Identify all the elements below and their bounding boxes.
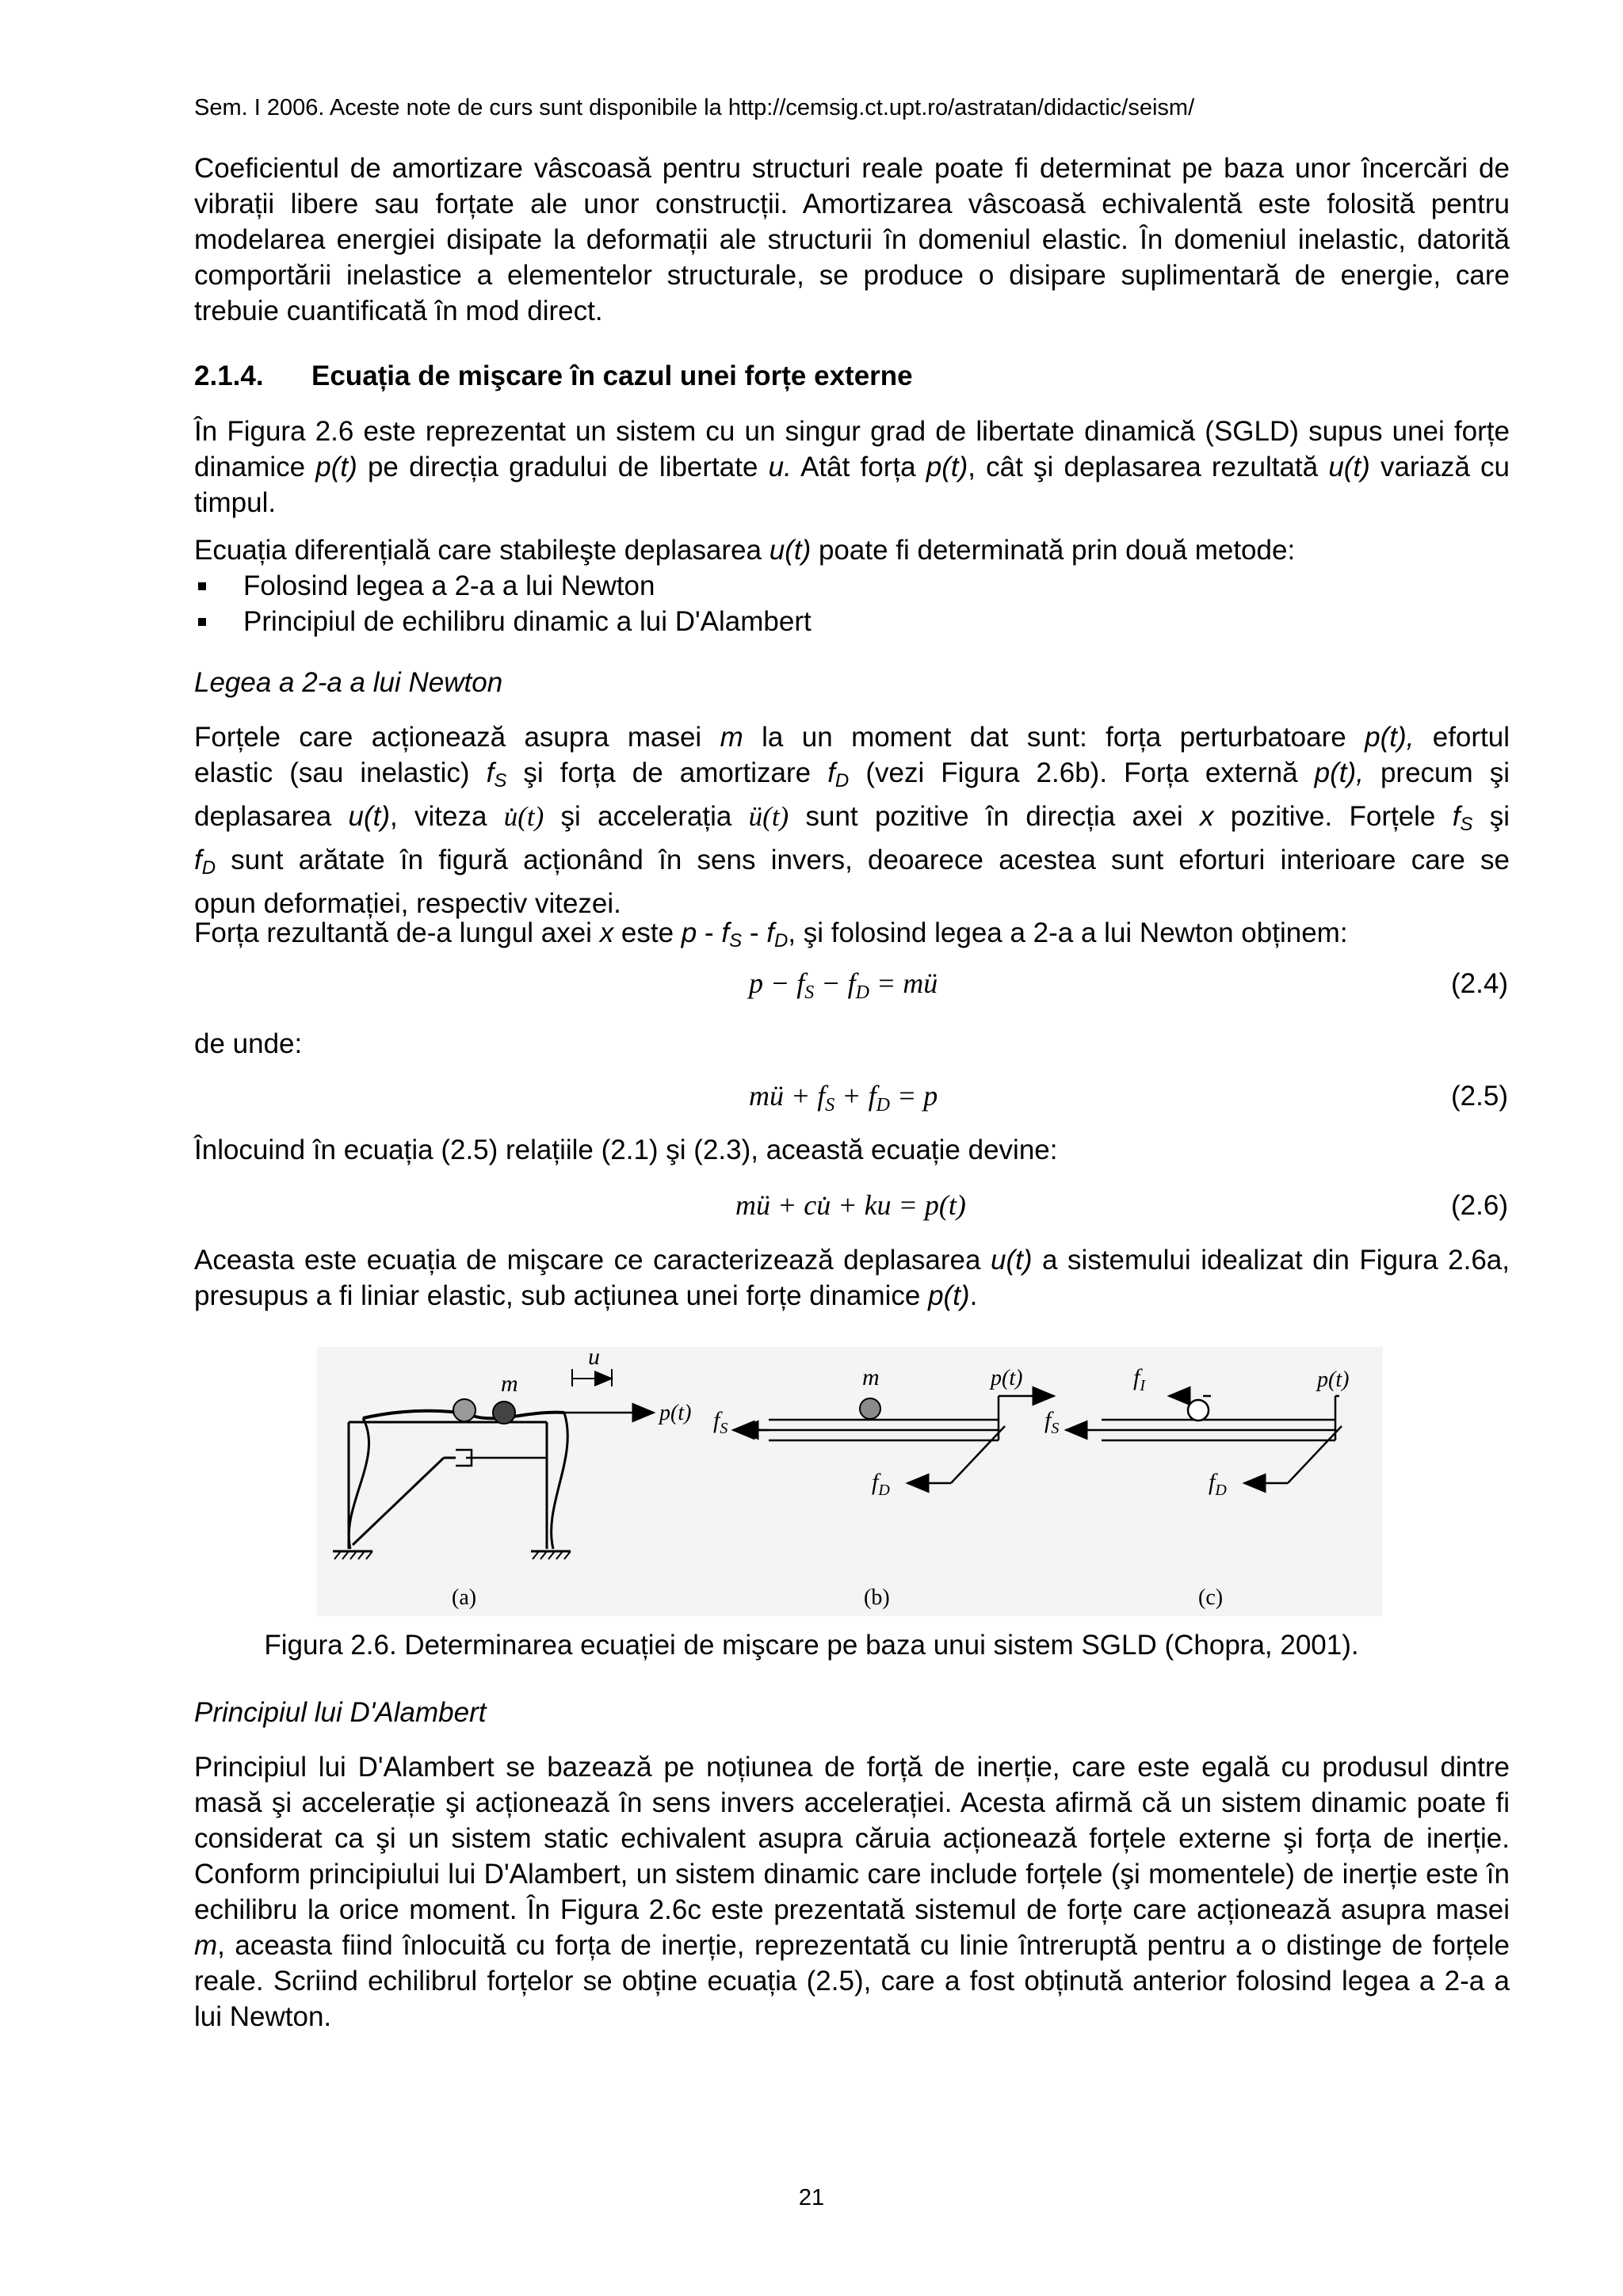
free-body-diagram-b bbox=[733, 1396, 1054, 1483]
figure-drawing bbox=[317, 1347, 1383, 1616]
subheading-newton: Legea a 2-a a lui Newton bbox=[194, 667, 503, 698]
label-b: (b) bbox=[864, 1585, 890, 1610]
label-fd-b: $f_D$ bbox=[872, 1469, 890, 1499]
subheading-dalambert: Principiul lui D'Alambert bbox=[194, 1697, 487, 1728]
newton-line: opun deformației, respectiv vitezei. bbox=[194, 888, 621, 919]
label-pt-b: p(t) bbox=[991, 1366, 1023, 1390]
de-unde-text: de unde: bbox=[194, 1028, 303, 1059]
label-pt-a: p(t) bbox=[659, 1401, 692, 1425]
resultant-line: Forța rezultantă de-a lungul axei x este p - $f_S - f_D$, şi folosind legea a 2-a a lui Newton obținem: bbox=[194, 917, 1348, 952]
figure-2-6 bbox=[317, 1347, 1383, 1616]
list-item: Principiul de echilibru dinamic a lui D'Alambert bbox=[194, 604, 1510, 639]
label-fd-c: $f_D$ bbox=[1209, 1469, 1227, 1499]
intro-paragraph: Coeficientul de amortizare vâscoasă pentru structuri reale poate fi determinat pe baza unor încercări de vibrații libere sau forțate ale unor construcții. Amortizarea vâscoasă echivalentă este folosită pentru modelarea energiei disipate la deformații ale structurii în domeniul elastic. În domeniul inelastic, datorită comportării inelastice a elementelor structurale, se produce o disipare suplimentară de energie, care trebuie cuantificată în mod direct. bbox=[194, 153, 1510, 326]
equation-2-5: mü + fS + fD = p bbox=[749, 1080, 938, 1116]
label-fi-c: $f_I$ bbox=[1133, 1364, 1146, 1394]
paragraph-methods bbox=[194, 532, 1510, 639]
replace-text: Înlocuind în ecuația (2.5) relațiile (2.1) şi (2.3), această ecuație devine: bbox=[194, 1135, 1058, 1165]
methods-intro: Ecuația diferențială care stabileşte deplasarea u(t) poate fi determinată prin două metode: bbox=[194, 535, 1296, 566]
page-header: Sem. I 2006. Aceste note de curs sunt disponibile la http://cemsig.ct.upt.ro/astratan/didactic/seism/ bbox=[194, 95, 1195, 120]
label-m-b: m bbox=[862, 1364, 880, 1390]
frame-diagram-a bbox=[333, 1369, 654, 1559]
newton-line: $f_D$ sunt arătate în figură acționând în sens invers, deoarece acestea sunt eforturi interioare care se bbox=[194, 845, 1510, 879]
equation-number: (2.4) bbox=[1451, 968, 1508, 999]
paragraph-figure-intro: În Figura 2.6 este reprezentat un sistem cu un singur grad de libertate dinamică (SGLD) supus unei forțe dinamice p(t) pe direcția gradului de libertate u. Atât forța p(t), cât şi deplasarea rezultată u(t) variază cu timpul. bbox=[194, 416, 1510, 518]
newton-line: elastic (sau inelastic) $f_S$ şi forța de amortizare $f_D$ (vezi Figura 2.6b). Forța externă p(t), precum şi bbox=[194, 757, 1510, 791]
label-fs-b: $f_S$ bbox=[713, 1407, 728, 1437]
equation-2-4: p − fS − fD = mü bbox=[749, 967, 938, 1003]
label-fs-c: $f_S$ bbox=[1044, 1407, 1060, 1437]
newton-line: Forțele care acționează asupra masei m la un moment dat sunt: forța perturbatoare p(t), efortul bbox=[194, 722, 1510, 753]
equation-number: (2.5) bbox=[1451, 1081, 1508, 1112]
methods-list bbox=[194, 568, 1510, 639]
equation-number: (2.6) bbox=[1451, 1190, 1508, 1221]
section-number: 2.1.4. bbox=[194, 360, 264, 391]
label-u: u bbox=[588, 1347, 600, 1370]
label-c: (c) bbox=[1198, 1585, 1224, 1610]
paragraph-newton bbox=[194, 719, 1510, 921]
label-a: (a) bbox=[452, 1585, 477, 1610]
section-heading bbox=[194, 360, 913, 392]
page-number: 21 bbox=[798, 2185, 825, 2210]
paragraph-motion: Aceasta este ecuația de mişcare ce caracterizează deplasarea u(t) a sistemului idealizat din Figura 2.6a, presupus a fi liniar elastic, sub acțiunea unei forțe dinamice p(t). bbox=[194, 1245, 1510, 1311]
label-pt-c: p(t) bbox=[1317, 1367, 1350, 1392]
paragraph-dalambert: Principiul lui D'Alambert se bazează pe noțiunea de forță de inerție, care este egală cu produsul dintre masă şi accelerație şi acționează în sens invers accelerației. Acesta afirmă că un sistem dinamic poate fi considerat ca şi un sistem static echivalent asupra căruia acționează forțele externe şi forța de inerție. Conform principiului lui D'Alambert, un sistem dinamic care include forțele (şi momentele) de inerție este în echilibru la orice moment. În Figura 2.6c este prezentată sistemul de forțe care acționează asupra masei m, aceasta fiind înlocuită cu forța de inerție, reprezentată cu linie întreruptă pentru a o distinge de forțele reale. Scriind echilibrul forțelor se obține ecuația (2.5), care a fost obținută anterior folosind legea a 2-a a lui Newton. bbox=[194, 1752, 1510, 2032]
newton-line: deplasarea u(t), viteza u̇(t) şi accelerația ü(t) sunt pozitive în direcția axei x pozitive. Forțele $f_S$ şi bbox=[194, 801, 1510, 835]
label-m-a: m bbox=[501, 1371, 518, 1397]
equation-2-6: mü + cu̇ + ku = p(t) bbox=[735, 1189, 966, 1221]
free-body-diagram-c bbox=[1066, 1396, 1342, 1483]
list-item: Folosind legea a 2-a a lui Newton bbox=[194, 568, 1510, 604]
figure-caption: Figura 2.6. Determinarea ecuației de mişcare pe baza unui sistem SGLD (Chopra, 2001). bbox=[264, 1630, 1359, 1661]
section-title: Ecuația de mişcare în cazul unei forțe externe bbox=[311, 360, 913, 391]
